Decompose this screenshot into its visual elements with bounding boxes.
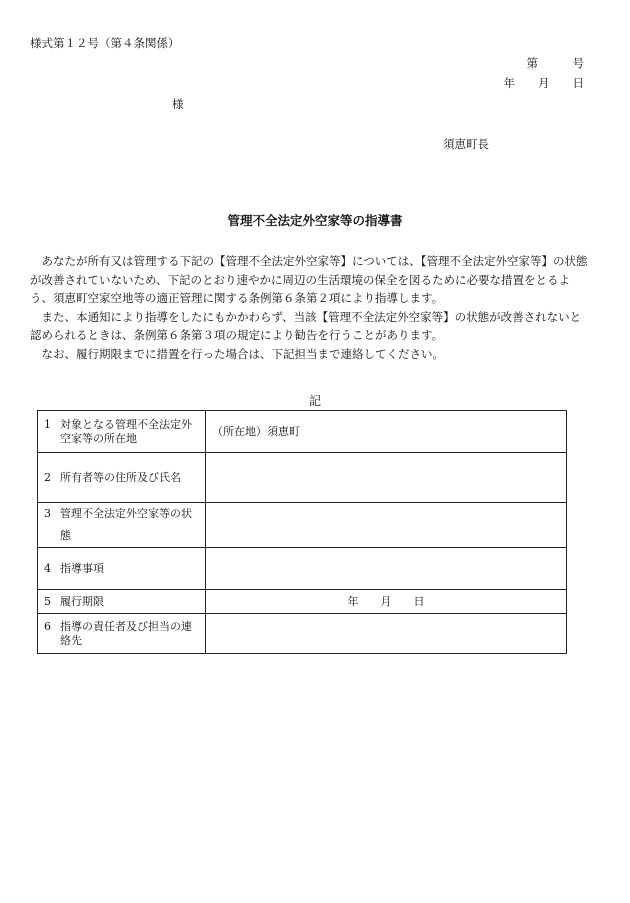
body-paragraph-1: あなたが所有又は管理する下記の【管理不全法定外空家等】については、【管理不全法定外空家等】の状態が改善されていないため、下記のとおり速やかに周辺の生活環境の保全を図るために必要な措置をとるよう、須恵町空家空地等の適正管理に関する条例第６条第２項により指導します。 [30, 254, 588, 305]
row-number: 5 [44, 594, 51, 608]
body-paragraph-3: なお、履行期限までに措置を行った場合は、下記担当まで連絡してください。 [41, 346, 444, 361]
document-number: 第 号 [526, 56, 584, 70]
row-label: 指導事項 [60, 561, 104, 575]
row-label-cell [38, 614, 206, 654]
row-label-cell [38, 453, 206, 503]
row-value-cell[interactable] [206, 503, 567, 548]
deadline-value: 年 月 日 [347, 594, 425, 608]
table-row [38, 503, 567, 548]
table-row [38, 548, 567, 590]
table-row [38, 411, 567, 453]
row-number: 4 [44, 561, 51, 575]
row-label-cell [38, 548, 206, 590]
row-label: 管理不全法定外空家等の状態 [60, 507, 192, 542]
body-paragraph-2: また、本通知により指導をしたにもかかわらず、当該【管理不全法定外空家等】の状態が改善されないと認められるときは、条例第６条第３項の規定により勧告を行うことがあります。 [30, 309, 582, 342]
document-date: 年 月 日 [503, 76, 584, 90]
row-number: 6 [44, 619, 51, 633]
row-value-cell[interactable] [206, 614, 567, 654]
row-value-cell[interactable] [206, 453, 567, 503]
ki-heading: 記 [308, 394, 321, 408]
table-row [38, 590, 567, 614]
row-number: 1 [44, 417, 51, 431]
row-label-cell [38, 411, 206, 453]
document-title: 管理不全法定外空家等の指導書 [227, 213, 403, 228]
details-table [37, 410, 567, 654]
row-label: 対象となる管理不全法定外空家等の所在地 [60, 417, 192, 445]
row-label: 指導の責任者及び担当の連絡先 [60, 619, 192, 647]
row-value: （所在地）須恵町 [212, 424, 300, 438]
row-label-cell [38, 590, 206, 614]
sender-name: 須恵町長 [443, 137, 489, 151]
table-row [38, 453, 567, 503]
row-number: 2 [44, 470, 51, 484]
recipient-suffix: 様 [172, 97, 184, 111]
table-row [38, 614, 567, 654]
row-number: 3 [44, 507, 51, 520]
row-value-cell[interactable] [206, 548, 567, 590]
row-value-cell[interactable] [206, 590, 567, 614]
row-label: 所有者等の住所及び氏名 [60, 470, 181, 484]
row-label: 履行期限 [60, 594, 104, 608]
row-label-cell [38, 503, 206, 548]
body-text [30, 252, 590, 363]
row-value-cell[interactable] [206, 411, 567, 453]
form-number: 様式第１２号（第４条関係） [30, 36, 180, 50]
